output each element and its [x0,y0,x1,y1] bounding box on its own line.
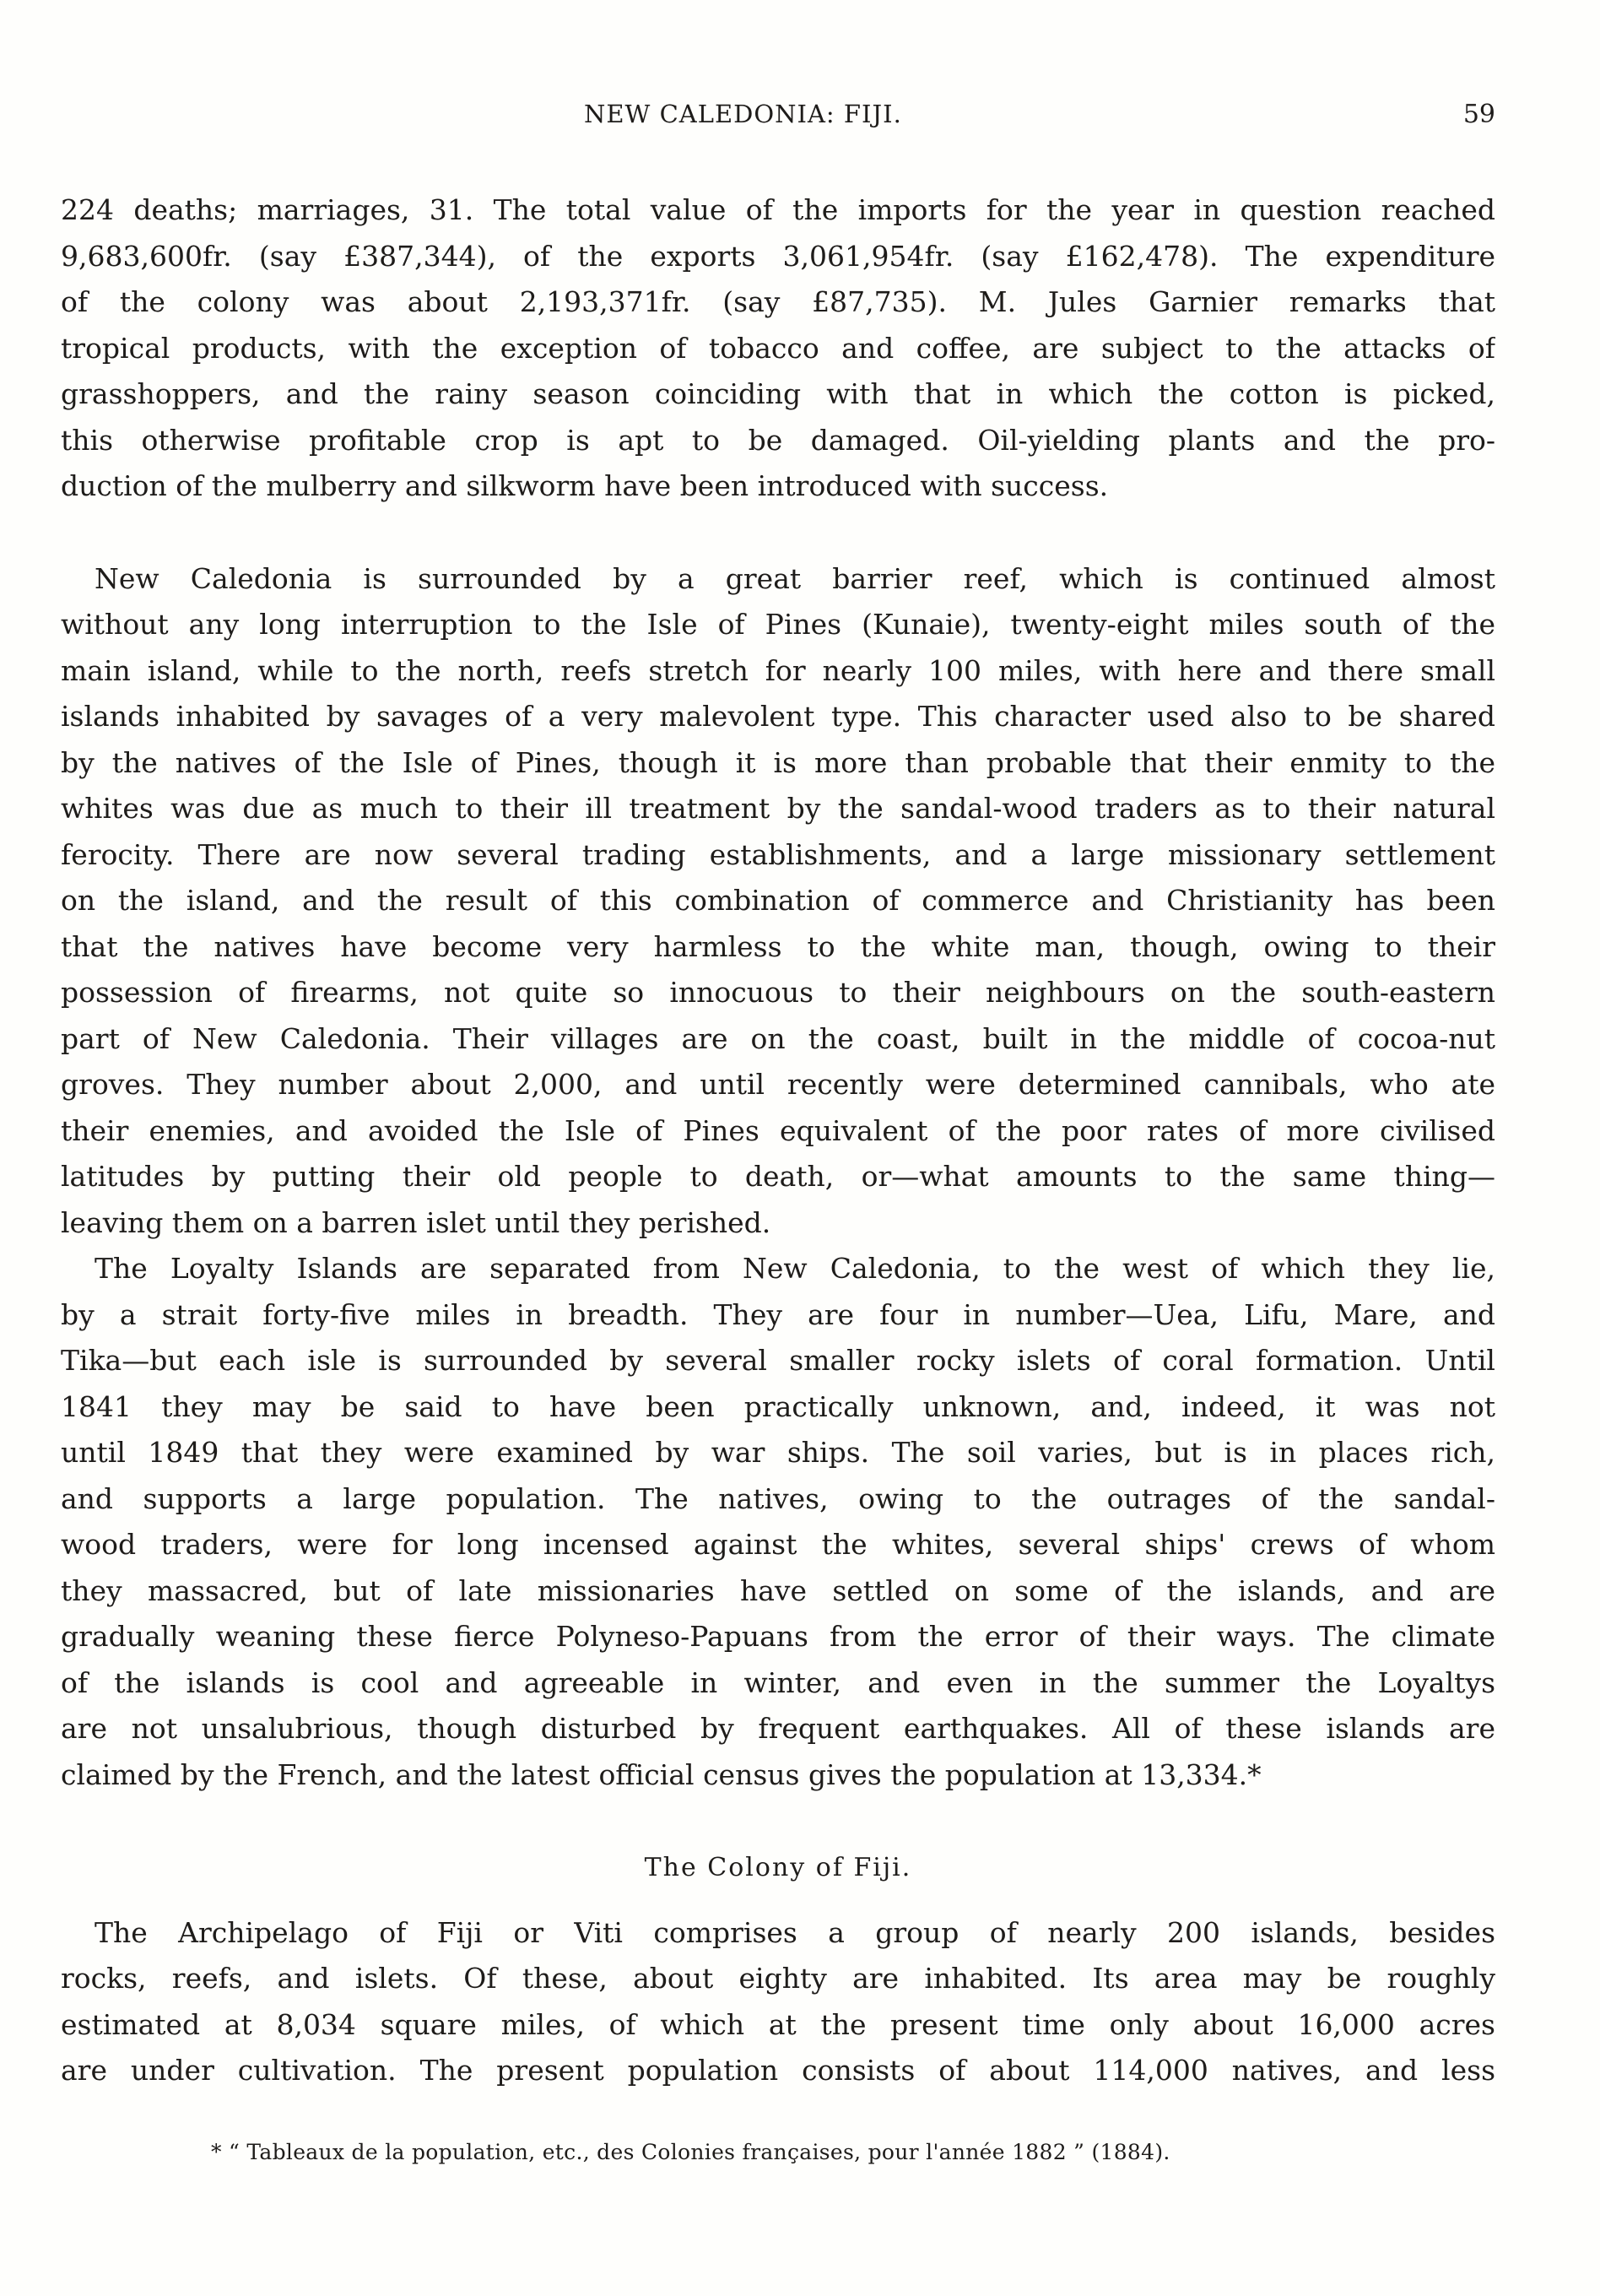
text-line: main island, while to the north, reefs stretch for nearly 100 miles, with here and there small [61,653,1495,687]
text-line: New Caledonia is surrounded by a great barrier reef, which is continued almost [95,561,1495,595]
paragraph-loyalty-islands [61,1246,1495,1798]
text-line: wood traders, were for long incensed against the whites, several ships' crews of whom [61,1528,1495,1561]
text-line: latitudes by putting their old people to death, or—what amounts to the same thing— [61,1160,1495,1193]
text-line: leaving them on a barren islet until they perished. [61,1205,771,1239]
text-line: this otherwise profitable crop is apt to be damaged. Oil-yielding plants and the pro- [61,423,1495,457]
text-line: of the islands is cool and agreeable in winter, and even in the summer the Loyaltys [61,1665,1495,1699]
text-line: groves. They number about 2,000, and until recently were determined cannibals, who ate [61,1068,1495,1101]
text-line: of the colony was about 2,193,371fr. (say £87,735). M. Jules Garnier remarks that [61,285,1495,318]
paragraph-new-caledonia-reef [61,556,1495,1247]
text-line: 1841 they may be said to have been practically unknown, and, indeed, it was not [61,1389,1495,1423]
running-title: NEW CALEDONIA: FIJI. [584,100,902,128]
text-line: The Archipelago of Fiji or Viti comprises a group of nearly 200 islands, besides [95,1915,1495,1949]
text-line: The Loyalty Islands are separated from New Caledonia, to the west of which they lie, [95,1252,1495,1285]
text-line: 9,683,600fr. (say £387,344), of the exports 3,061,954fr. (say £162,478). The expenditure [61,239,1495,273]
text-line: part of New Caledonia. Their villages are on the coast, built in the middle of cocoa-nut [61,1021,1495,1055]
text-line: are not unsalubrious, though disturbed by frequent earthquakes. All of these islands are [61,1712,1495,1745]
text-line: Tika—but each isle is surrounded by several smaller rocky islets of coral formation. Until [61,1344,1495,1377]
text-line: rocks, reefs, and islets. Of these, about eighty are inhabited. Its area may be roughly [61,1962,1495,1995]
text-line: their enemies, and avoided the Isle of Pines equivalent of the poor rates of more civilised [61,1113,1495,1147]
paragraph-gap [61,510,1495,556]
text-line: until 1849 that they were examined by war ships. The soil varies, but is in places rich, [61,1436,1495,1469]
text-line: by the natives of the Isle of Pines, though it is more than probable that their enmity to the [61,745,1495,779]
text-line: grasshoppers, and the rainy season coinciding with that in which the cotton is picked, [61,377,1495,410]
footnote: * “ Tableaux de la population, etc., des Colonies françaises, pour l'année 1882 ” (1884). [211,2140,1170,2164]
text-line: without any long interruption to the Isle of Pines (Kunaie), twenty-eight miles south of the [61,608,1495,641]
text-line: ferocity. There are now several trading establishments, and a large missionary settlement [61,837,1495,871]
body-text [61,187,1495,2094]
text-line: whites was due as much to their ill treatment by the sandal-wood traders as to their natural [61,792,1495,825]
text-line: and supports a large population. The natives, owing to the outrages of the sandal- [61,1481,1495,1515]
text-line: on the island, and the result of this combination of commerce and Christianity has been [61,884,1495,917]
section-heading: The Colony of Fiji. [644,1853,912,1882]
text-line: islands inhabited by savages of a very malevolent type. This character used also to be shared [61,700,1495,733]
text-line: by a strait forty-five miles in breadth. They are four in number—Uea, Lifu, Mare, and [61,1297,1495,1331]
paragraph-fiji [61,1910,1495,2094]
text-line: estimated at 8,034 square miles, of which at the present time only about 16,000 acres [61,2007,1495,2041]
text-line: they massacred, but of late missionaries have settled on some of the islands, and are [61,1573,1495,1607]
page-header [61,100,1495,137]
text-line: that the natives have become very harmless to the white man, though, owing to their [61,929,1495,963]
text-line: tropical products, with the exception of tobacco and coffee, are subject to the attacks of [61,331,1495,365]
text-line: duction of the mulberry and silkworm have been introduced with success. [61,469,1109,502]
text-line: claimed by the French, and the latest official census gives the population at 13,334.* [61,1757,1262,1791]
paragraph-continuation [61,187,1495,510]
text-line: are under cultivation. The present population consists of about 114,000 natives, and less [61,2054,1495,2087]
page-number: 59 [1462,100,1495,129]
text-line: 224 deaths; marriages, 31. The total value of the imports for the year in question reached [61,193,1495,226]
text-line: possession of firearms, not quite so innocuous to their neighbours on the south-eastern [61,976,1495,1009]
text-line: gradually weaning these fierce Polyneso-Papuans from the error of their ways. The climate [61,1620,1495,1653]
